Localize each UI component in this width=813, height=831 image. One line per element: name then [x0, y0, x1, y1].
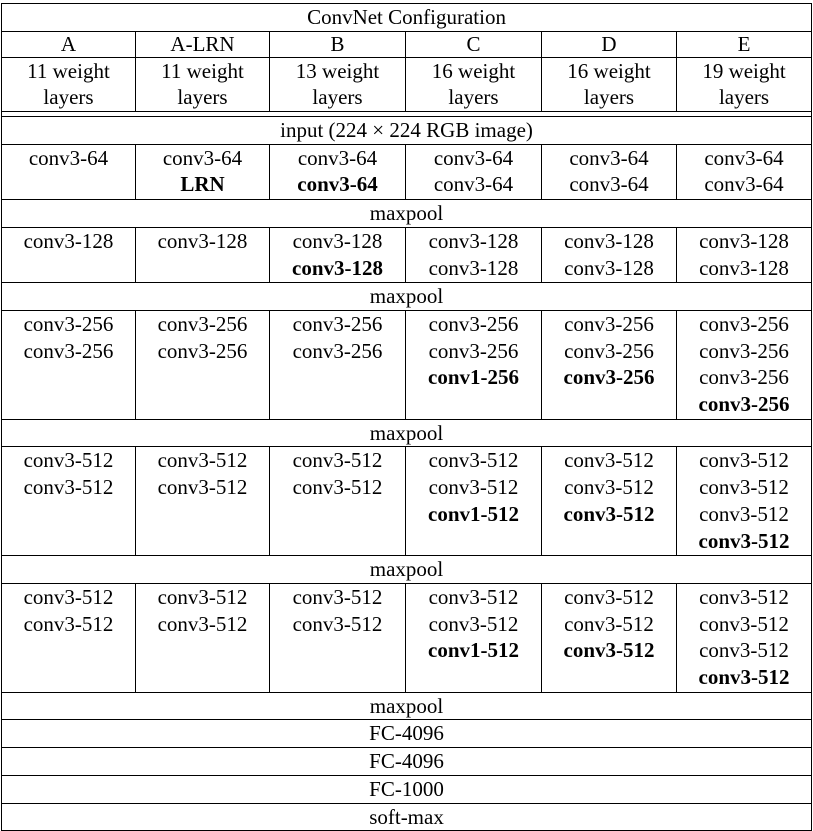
- layer: conv3-128: [699, 255, 789, 280]
- conv-block-cell: [406, 144, 542, 199]
- column-header: A: [2, 31, 136, 57]
- conv-block-cell: [677, 447, 812, 556]
- layer: conv3-512: [157, 584, 248, 609]
- layer: conv3-128: [292, 228, 383, 253]
- layer: conv3-64: [433, 145, 514, 170]
- layer: conv3-128: [564, 255, 654, 280]
- column-header: C: [406, 31, 542, 57]
- conv-block-cell: [542, 144, 677, 199]
- column-depth-line: 19 weight: [702, 58, 786, 83]
- maxpool-layer: maxpool: [2, 419, 812, 447]
- added-layer: conv3-512: [698, 665, 790, 690]
- pool-row: [2, 200, 812, 228]
- tail-layer-row: [2, 803, 812, 831]
- layer: conv3-512: [699, 448, 789, 473]
- tail-layer: FC-1000: [2, 775, 812, 803]
- added-layer: conv3-128: [292, 255, 383, 280]
- layer: conv3-512: [699, 638, 789, 663]
- conv-block-cell: [542, 583, 677, 692]
- conv-block-cell: [270, 227, 406, 282]
- column-header: B: [270, 31, 406, 57]
- column-depth-line: layers: [448, 85, 499, 110]
- conv-block-cell: [136, 227, 270, 282]
- column-depth-line: layers: [177, 85, 228, 110]
- layer: conv3-128: [157, 228, 248, 253]
- layer: conv3-256: [157, 338, 248, 363]
- added-layer: LRN: [180, 172, 225, 197]
- conv-block-cell: [136, 447, 270, 556]
- added-layer: conv1-512: [428, 501, 519, 526]
- conv-block-cell: [677, 583, 812, 692]
- column-depth-line: 11 weight: [161, 58, 244, 83]
- conv-block-cell: [2, 144, 136, 199]
- tail-layer: soft-max: [2, 803, 812, 831]
- layer: conv3-512: [699, 611, 789, 636]
- conv-block-cell: [2, 447, 136, 556]
- layer: conv3-128: [699, 228, 789, 253]
- added-layer: conv3-512: [563, 638, 655, 663]
- layer: conv3-512: [292, 611, 383, 636]
- tail-layer: FC-4096: [2, 720, 812, 748]
- column-depth-line: 11 weight: [27, 58, 110, 83]
- layer: conv3-512: [23, 475, 114, 500]
- conv-block-cell: [542, 447, 677, 556]
- column-depth: [677, 57, 812, 111]
- input-row: [2, 117, 812, 145]
- layer: conv3-64: [569, 145, 649, 170]
- layer: conv3-512: [292, 475, 383, 500]
- tail-layer-row: [2, 748, 812, 776]
- column-depth: [270, 57, 406, 111]
- conv-block-cell: [677, 227, 812, 282]
- layer: conv3-512: [157, 611, 248, 636]
- column-depth-line: 13 weight: [295, 58, 380, 83]
- layer: conv3-512: [292, 584, 383, 609]
- conv-block-row: [2, 144, 812, 199]
- column-depth-line: 16 weight: [431, 58, 516, 83]
- column-header: D: [542, 31, 677, 57]
- conv-block-cell: [542, 310, 677, 419]
- layer: conv3-512: [564, 448, 654, 473]
- layer: conv3-512: [564, 611, 654, 636]
- layer: conv3-128: [428, 255, 519, 280]
- conv-block-cell: [270, 144, 406, 199]
- tail-layer-row: [2, 775, 812, 803]
- conv-block-cell: [136, 310, 270, 419]
- layer: conv3-512: [23, 611, 114, 636]
- maxpool-layer: maxpool: [2, 556, 812, 584]
- table-body: [2, 4, 812, 831]
- conv-block-row: [2, 583, 812, 692]
- layer: conv3-512: [699, 584, 789, 609]
- layer: conv3-256: [699, 365, 789, 390]
- layer: conv3-256: [699, 311, 789, 336]
- layer: conv3-512: [23, 584, 114, 609]
- layer: conv3-128: [564, 228, 654, 253]
- layer: conv3-64: [297, 145, 378, 170]
- column-depth-line: layers: [43, 85, 94, 110]
- layer: conv3-512: [699, 501, 789, 526]
- added-layer: conv3-64: [297, 172, 378, 197]
- pool-row: [2, 556, 812, 584]
- tail-layer: FC-4096: [2, 748, 812, 776]
- layer: conv3-256: [564, 338, 654, 363]
- layer: conv3-512: [428, 475, 519, 500]
- conv-block-cell: [406, 310, 542, 419]
- layer: conv3-512: [699, 475, 789, 500]
- pool-row: [2, 419, 812, 447]
- title-row: [2, 4, 812, 32]
- column-depth-line: layers: [312, 85, 363, 110]
- column-name-row: [2, 31, 812, 57]
- conv-block-cell: [542, 227, 677, 282]
- column-depth: [136, 57, 270, 111]
- layer: conv3-64: [569, 172, 649, 197]
- column-depth: [2, 57, 136, 111]
- layer: conv3-512: [292, 448, 383, 473]
- column-depth-line: layers: [718, 85, 770, 110]
- layer: conv3-256: [23, 311, 114, 336]
- layer: conv3-256: [23, 338, 114, 363]
- column-depth-line: 16 weight: [567, 58, 651, 83]
- conv-block-cell: [677, 144, 812, 199]
- conv-block-cell: [406, 447, 542, 556]
- conv-block-cell: [270, 310, 406, 419]
- layer: conv3-256: [292, 338, 383, 363]
- conv-block-row: [2, 227, 812, 282]
- column-depth: [542, 57, 677, 111]
- conv-block-cell: [136, 583, 270, 692]
- conv-block-cell: [677, 310, 812, 419]
- layer: conv3-64: [704, 145, 784, 170]
- conv-block-cell: [2, 227, 136, 282]
- layer: conv3-512: [23, 448, 114, 473]
- column-depth-row: [2, 57, 812, 111]
- input-layer: input (224 × 224 RGB image): [2, 117, 812, 145]
- conv-block-cell: [270, 583, 406, 692]
- conv-block-row: [2, 447, 812, 556]
- column-depth: [406, 57, 542, 111]
- conv-block-row: [2, 310, 812, 419]
- conv-block-cell: [136, 144, 270, 199]
- layer: conv3-64: [28, 145, 109, 170]
- layer: conv3-64: [433, 172, 514, 197]
- layer: conv3-512: [157, 475, 248, 500]
- maxpool-layer: maxpool: [2, 283, 812, 311]
- added-layer: conv3-256: [563, 365, 655, 390]
- added-layer: conv1-256: [428, 365, 519, 390]
- tail-layer-row: [2, 720, 812, 748]
- layer: conv3-256: [157, 311, 248, 336]
- pool-row: [2, 692, 812, 720]
- added-layer: conv3-512: [698, 528, 790, 553]
- pool-row: [2, 283, 812, 311]
- layer: conv3-64: [704, 172, 784, 197]
- layer: conv3-256: [699, 338, 789, 363]
- layer: conv3-64: [162, 145, 243, 170]
- layer: conv3-512: [157, 448, 248, 473]
- layer: conv3-512: [428, 611, 519, 636]
- layer: conv3-256: [292, 311, 383, 336]
- layer: conv3-128: [23, 228, 114, 253]
- conv-block-cell: [406, 227, 542, 282]
- layer: conv3-128: [428, 228, 519, 253]
- layer: conv3-512: [428, 584, 519, 609]
- column-depth-line: layers: [583, 85, 635, 110]
- layer: conv3-256: [564, 311, 654, 336]
- added-layer: conv3-256: [698, 392, 790, 417]
- layer: conv3-512: [564, 584, 654, 609]
- maxpool-layer: maxpool: [2, 692, 812, 720]
- conv-block-cell: [406, 583, 542, 692]
- column-header: A-LRN: [136, 31, 270, 57]
- added-layer: conv1-512: [428, 638, 519, 663]
- layer: conv3-256: [428, 311, 519, 336]
- column-header: E: [677, 31, 812, 57]
- conv-block-cell: [2, 310, 136, 419]
- table-title: ConvNet Configuration: [2, 4, 812, 32]
- layer: conv3-512: [428, 448, 519, 473]
- convnet-configuration-table: [1, 3, 812, 831]
- maxpool-layer: maxpool: [2, 200, 812, 228]
- added-layer: conv3-512: [563, 501, 655, 526]
- conv-block-cell: [2, 583, 136, 692]
- layer: conv3-256: [428, 338, 519, 363]
- conv-block-cell: [270, 447, 406, 556]
- layer: conv3-512: [564, 475, 654, 500]
